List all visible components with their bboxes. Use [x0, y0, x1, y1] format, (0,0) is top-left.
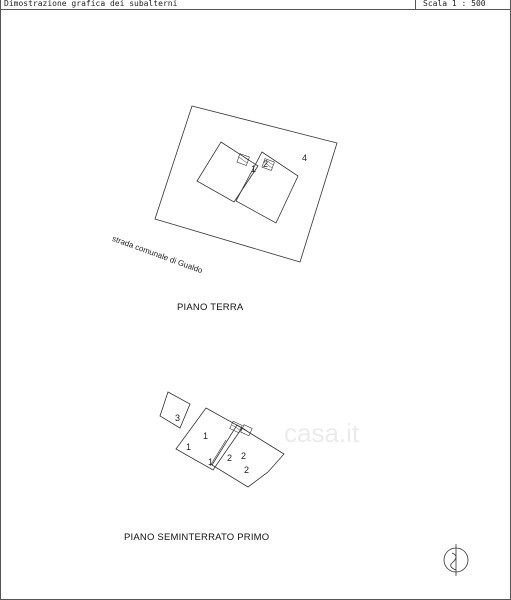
- street-label: strada comunale di Gualdo: [110, 234, 204, 276]
- ground-floor-title: PIANO TERRA: [177, 302, 244, 313]
- sheet-title: Dimostrazione grafica dei subalterni: [4, 0, 178, 8]
- basement-unit-number-1c: 1: [208, 457, 214, 467]
- basement-unit-number-3: 3: [175, 413, 181, 423]
- watermark-text: casa.it: [284, 418, 360, 448]
- basement-unit-number-1b: 1: [186, 442, 192, 452]
- basement-floor-title: PIANO SEMINTERRATO PRIMO: [124, 532, 270, 543]
- unit-number-1: 1: [251, 164, 257, 174]
- scale-label: Scala 1 : 500: [423, 0, 486, 8]
- north-arrow-icon: [444, 544, 468, 576]
- building-block-1: [197, 142, 258, 202]
- basement-unit-number-1a: 1: [203, 431, 209, 441]
- basement-unit-number-2b: 2: [241, 451, 247, 461]
- unit-number-2: 2: [263, 159, 269, 169]
- unit-number-4: 4: [302, 153, 308, 163]
- basement-unit-number-2c: 2: [244, 465, 250, 475]
- basement-unit-number-2a: 2: [227, 453, 233, 463]
